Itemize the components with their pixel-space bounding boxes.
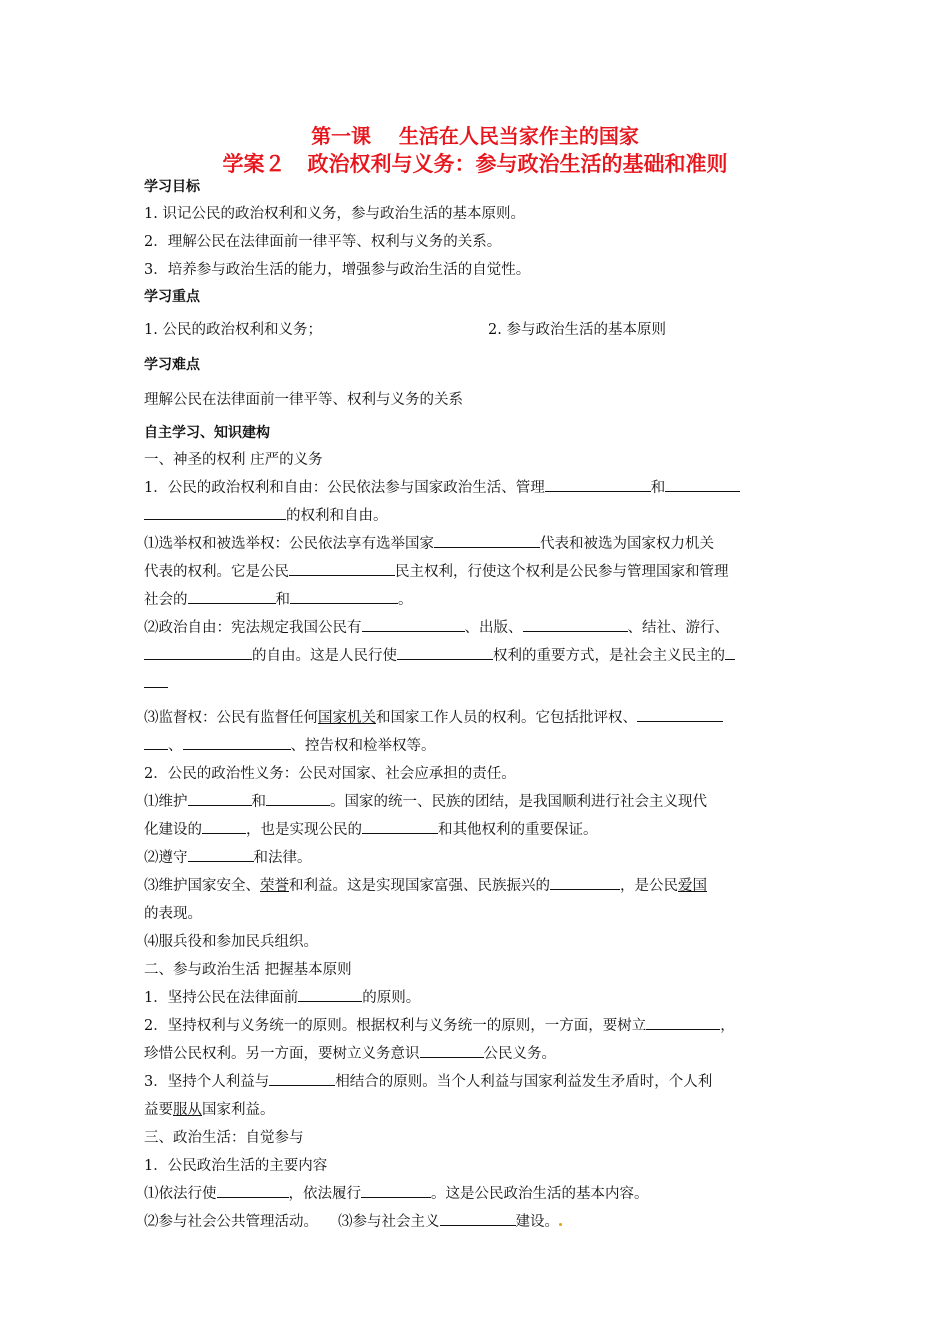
answer-blank[interactable] <box>362 614 465 632</box>
answer-blank[interactable] <box>289 558 395 576</box>
answer-blank[interactable] <box>420 1040 484 1058</box>
question-line: ⑷服兵役和参加民兵组织。 <box>144 934 318 950</box>
text: 珍惜公民权利。另一方面，要树立义务意识 <box>144 1046 420 1062</box>
text: 和利益。这是实现国家富强、民族振兴的 <box>289 878 550 894</box>
text: ⑵政治自由：宪法规定我国公民有 <box>144 620 362 636</box>
answer-blank[interactable] <box>202 816 246 834</box>
text: 、出版、 <box>464 620 523 636</box>
content <box>144 174 812 1236</box>
question-line <box>144 704 812 732</box>
text: ，依法履行 <box>288 1186 361 1202</box>
answer-blank[interactable] <box>183 732 291 750</box>
answer-blank[interactable] <box>523 614 628 632</box>
text: ⑶参与社会主义 <box>338 1214 440 1230</box>
answer-blank[interactable] <box>144 642 252 660</box>
answer-blank[interactable] <box>550 872 620 890</box>
text: 的权利和自由。 <box>286 508 388 524</box>
question-line <box>144 474 812 502</box>
underlined-text: 爱国 <box>678 878 707 894</box>
text: 社会的 <box>144 592 188 608</box>
answer-blank[interactable] <box>144 502 286 520</box>
text: 民主权利，行使这个权利是公民参与管理国家和管理 <box>395 564 729 580</box>
text: 的原则。 <box>362 990 421 1006</box>
text: 和 <box>650 480 666 496</box>
underlined-text: 国家机关 <box>318 710 376 726</box>
text: 。这是公民政治生活的基本内容。 <box>431 1186 649 1202</box>
answer-blank[interactable] <box>144 732 168 750</box>
text: 化建设的 <box>144 822 202 838</box>
text: 。国家的统一、民族的团结，是我国顺利进行社会主义现代 <box>330 794 707 810</box>
question-line <box>144 788 812 816</box>
text: 、结社、游行、 <box>627 620 729 636</box>
question-line <box>144 984 812 1012</box>
goal-item: 3．培养参与政治生活的能力，增强参与政治生活的自觉性。 <box>144 262 531 278</box>
text: ， <box>720 1018 735 1034</box>
focus-item: 2. 参与政治生活的基本原则 <box>488 322 666 338</box>
text: 、控告权和检举权等。 <box>290 738 436 754</box>
answer-blank[interactable] <box>362 816 438 834</box>
difficulty-heading: 学习难点 <box>144 357 200 373</box>
question-line <box>144 502 812 530</box>
underlined-text: 服从 <box>173 1102 202 1118</box>
answer-blank[interactable] <box>290 586 398 604</box>
focus-heading: 学习重点 <box>144 289 200 305</box>
text: ⑵遵守 <box>144 850 188 866</box>
answer-blank[interactable] <box>188 586 276 604</box>
answer-blank[interactable] <box>217 1180 289 1198</box>
study-heading: 自主学习、知识建构 <box>144 425 270 441</box>
mark-dot <box>559 1223 562 1226</box>
answer-blank[interactable] <box>188 788 252 806</box>
text: 公民义务。 <box>483 1046 556 1062</box>
text: ⑴选举权和被选举权：公民依法享有选举国家 <box>144 536 434 552</box>
question-line <box>144 642 812 670</box>
goal-item: 2．理解公民在法律面前一律平等、权利与义务的关系。 <box>144 234 502 250</box>
answer-blank[interactable] <box>397 642 493 660</box>
text: 代表的权利。它是公民 <box>144 564 289 580</box>
question-line <box>144 530 812 558</box>
answer-blank[interactable] <box>266 788 330 806</box>
answer-blank[interactable] <box>440 1208 516 1226</box>
answer-blank[interactable] <box>298 984 362 1002</box>
answer-blank[interactable] <box>545 474 651 492</box>
question-line <box>144 1208 812 1236</box>
answer-blank[interactable] <box>144 670 168 688</box>
text: 和其他权利的重要保证。 <box>438 822 598 838</box>
text: ⑶维护国家安全、 <box>144 878 260 894</box>
text: 和法律。 <box>253 850 312 866</box>
text: 和 <box>251 794 266 810</box>
question-line <box>144 1096 812 1124</box>
section-title: 三、政治生活：自觉参与 <box>144 1130 304 1146</box>
goals-heading: 学习目标 <box>144 179 200 195</box>
question-line <box>144 1012 812 1040</box>
question-line: 1．公民政治生活的主要内容 <box>144 1158 328 1174</box>
section-title: 二、参与政治生活 把握基本原则 <box>144 962 352 978</box>
question-line <box>144 872 812 900</box>
text: 相结合的原则。当个人利益与国家利益发生矛盾时，个人利 <box>335 1074 713 1090</box>
question-line <box>144 670 812 698</box>
text: ⑴维护 <box>144 794 188 810</box>
answer-blank[interactable] <box>725 642 735 660</box>
text: 。 <box>398 592 413 608</box>
question-line: 的表现。 <box>144 906 202 922</box>
text: 国家利益。 <box>202 1102 275 1118</box>
focus-items <box>144 316 812 344</box>
worksheet-title: 学案２ 政治权利与义务：参与政治生活的基础和准则 <box>222 152 728 176</box>
text: ⑵参与社会公共管理活动。 <box>144 1214 318 1230</box>
text: 权利的重要方式，是社会主义民主的 <box>493 648 725 664</box>
text: 益要 <box>144 1102 173 1118</box>
goal-item: 1. 识记公民的政治权利和义务，参与政治生活的基本原则。 <box>144 206 525 222</box>
question-line: 2．公民的政治性义务：公民对国家、社会应承担的责任。 <box>144 766 516 782</box>
text: 和 <box>275 592 290 608</box>
question-line <box>144 1068 812 1096</box>
question-line <box>144 586 812 614</box>
text: ⑶监督权：公民有监督任何 <box>144 710 318 726</box>
section-title: 一、神圣的权利 庄严的义务 <box>144 452 323 468</box>
answer-blank[interactable] <box>665 474 740 492</box>
difficulty-text: 理解公民在法律面前一律平等、权利与义务的关系 <box>144 392 463 408</box>
text: 1．坚持公民在法律面前 <box>144 990 299 1006</box>
question-line <box>144 732 812 760</box>
underlined-text: 荣誉 <box>260 878 289 894</box>
question-line <box>144 1180 812 1208</box>
text: 1．公民的政治权利和自由：公民依法参与国家政治生活、管理 <box>144 480 545 496</box>
text: 的自由。这是人民行使 <box>252 648 397 664</box>
answer-blank[interactable] <box>434 530 540 548</box>
answer-blank[interactable] <box>269 1068 335 1086</box>
text: ⑴依法行使 <box>144 1186 217 1202</box>
question-line <box>144 816 812 844</box>
text: 2．坚持权利与义务统一的原则。根据权利与义务统一的原则，一方面，要树立 <box>144 1018 647 1034</box>
focus-item: 1. 公民的政治权利和义务； <box>144 322 322 338</box>
answer-blank[interactable] <box>646 1012 720 1030</box>
text: 建设。 <box>515 1214 559 1230</box>
answer-blank[interactable] <box>361 1180 431 1198</box>
title-block <box>0 122 950 178</box>
text: 3．坚持个人利益与 <box>144 1074 270 1090</box>
text: 和国家工作人员的权利。它包括批评权、 <box>376 710 637 726</box>
question-line <box>144 558 812 586</box>
text: ，是公民 <box>620 878 678 894</box>
text: 、 <box>168 738 183 754</box>
question-line <box>144 844 812 872</box>
text: 代表和被选为国家权力机关 <box>540 536 714 552</box>
question-line <box>144 614 812 642</box>
answer-blank[interactable] <box>637 704 723 722</box>
lesson-title: 第一课 生活在人民当家作主的国家 <box>311 124 639 148</box>
text: ，也是实现公民的 <box>246 822 362 838</box>
question-line <box>144 1040 812 1068</box>
answer-blank[interactable] <box>188 844 254 862</box>
